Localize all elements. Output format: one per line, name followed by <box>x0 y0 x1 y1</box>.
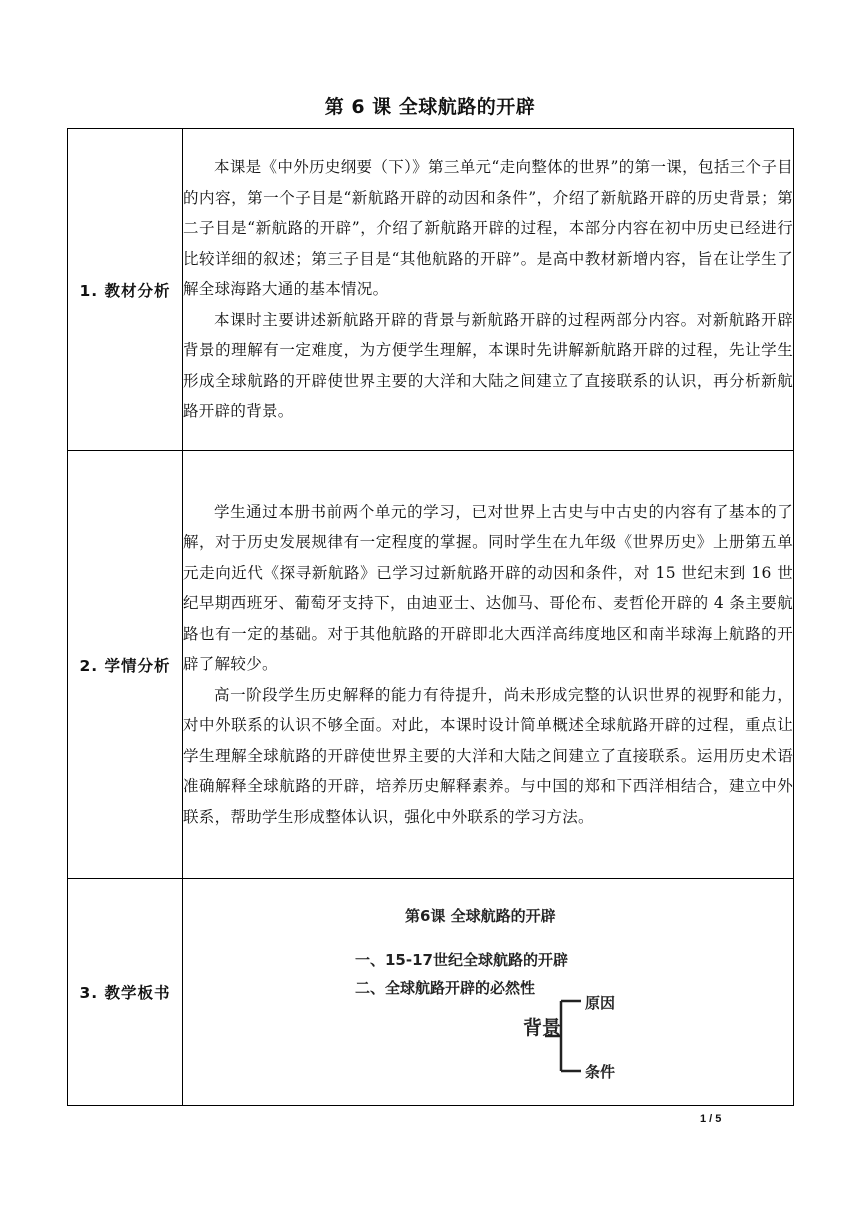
blackboard-design <box>183 879 793 1105</box>
board-background-label: 背景 <box>523 1017 562 1039</box>
paragraph: 学生通过本册书前两个单元的学习，已对世界上古史与中古史的内容有了基本的了解，对于历史发展规律有一定程度的掌握。同时学生在九年级《世界历史》上册第五单元走向近代《探寻新航路》已学习过新航路开辟的动因和条件，对 15 世纪末到 16 世纪早期西班牙、葡萄牙支持下，由迪亚士、达伽马、哥伦布、麦哲伦开辟的 4 条主要航路也有一定的基础。对于其他航路的开辟即北大西洋高纬度地区和南半球海上航路的开辟了解较少。 <box>183 502 793 674</box>
board-cause-label: 原因 <box>585 994 616 1012</box>
paragraph: 高一阶段学生历史解释的能力有待提升，尚未形成完整的认识世界的视野和能力，对中外联系的认识不够全面。对此，本课时设计简单概述全球航路开辟的过程，重点让学生理解全球航路的开辟使世界主要的大洋和大陆之间建立了直接联系。运用历史术语准确解释全球航路的开辟，培养历史解释素养。与中国的郑和下西洋相结合，建立中外联系，帮助学生形成整体认识，强化中外联系的学习方法。 <box>183 685 793 826</box>
paragraph: 本课时主要讲述新航路开辟的背景与新航路开辟的过程两部分内容。对新航路开辟背景的理解有一定难度，为方便学生理解，本课时先讲解新航路开辟的过程，先让学生形成全球航路的开辟使世界主要的大洋和大陆之间建立了直接联系的认识，再分析新航路开辟的背景。 <box>183 310 793 421</box>
section-label-blackboard: 3. 教学板书 <box>68 879 183 1106</box>
brace-connector <box>543 997 585 1075</box>
section-content-blackboard <box>183 879 794 1106</box>
page-number: 1 / 5 <box>700 1113 722 1125</box>
table-row <box>68 129 794 451</box>
section-label-textbook-analysis: 1. 教材分析 <box>68 129 183 451</box>
board-heading-1: 一、15-17世纪全球航路的开辟 <box>355 951 568 969</box>
section-content-student-analysis <box>183 451 794 879</box>
board-heading-2: 二、全球航路开辟的必然性 <box>355 979 536 997</box>
table-row <box>68 451 794 879</box>
paragraph: 本课是《中外历史纲要（下）》第三单元“走向整体的世界”的第一课，包括三个子目的内容，第一个子目是“新航路开辟的动因和条件”，介绍了新航路开辟的历史背景；第二子目是“新航路的开辟”，介绍了新航路开辟的过程，本部分内容在初中历史已经进行比较详细的叙述；第三子目是“其他航路的开辟”。是高中教材新增内容，旨在让学生了解全球海路大通的基本情况。 <box>183 158 793 299</box>
section-label-student-analysis: 2. 学情分析 <box>68 451 183 879</box>
document-title: 第 6 课 全球航路的开辟 <box>324 96 536 118</box>
lesson-plan-table <box>67 128 794 1106</box>
board-condition-label: 条件 <box>585 1063 616 1081</box>
section-content-textbook-analysis <box>183 129 794 451</box>
board-title: 第6课 全球航路的开辟 <box>405 907 556 925</box>
table-row <box>68 879 794 1106</box>
